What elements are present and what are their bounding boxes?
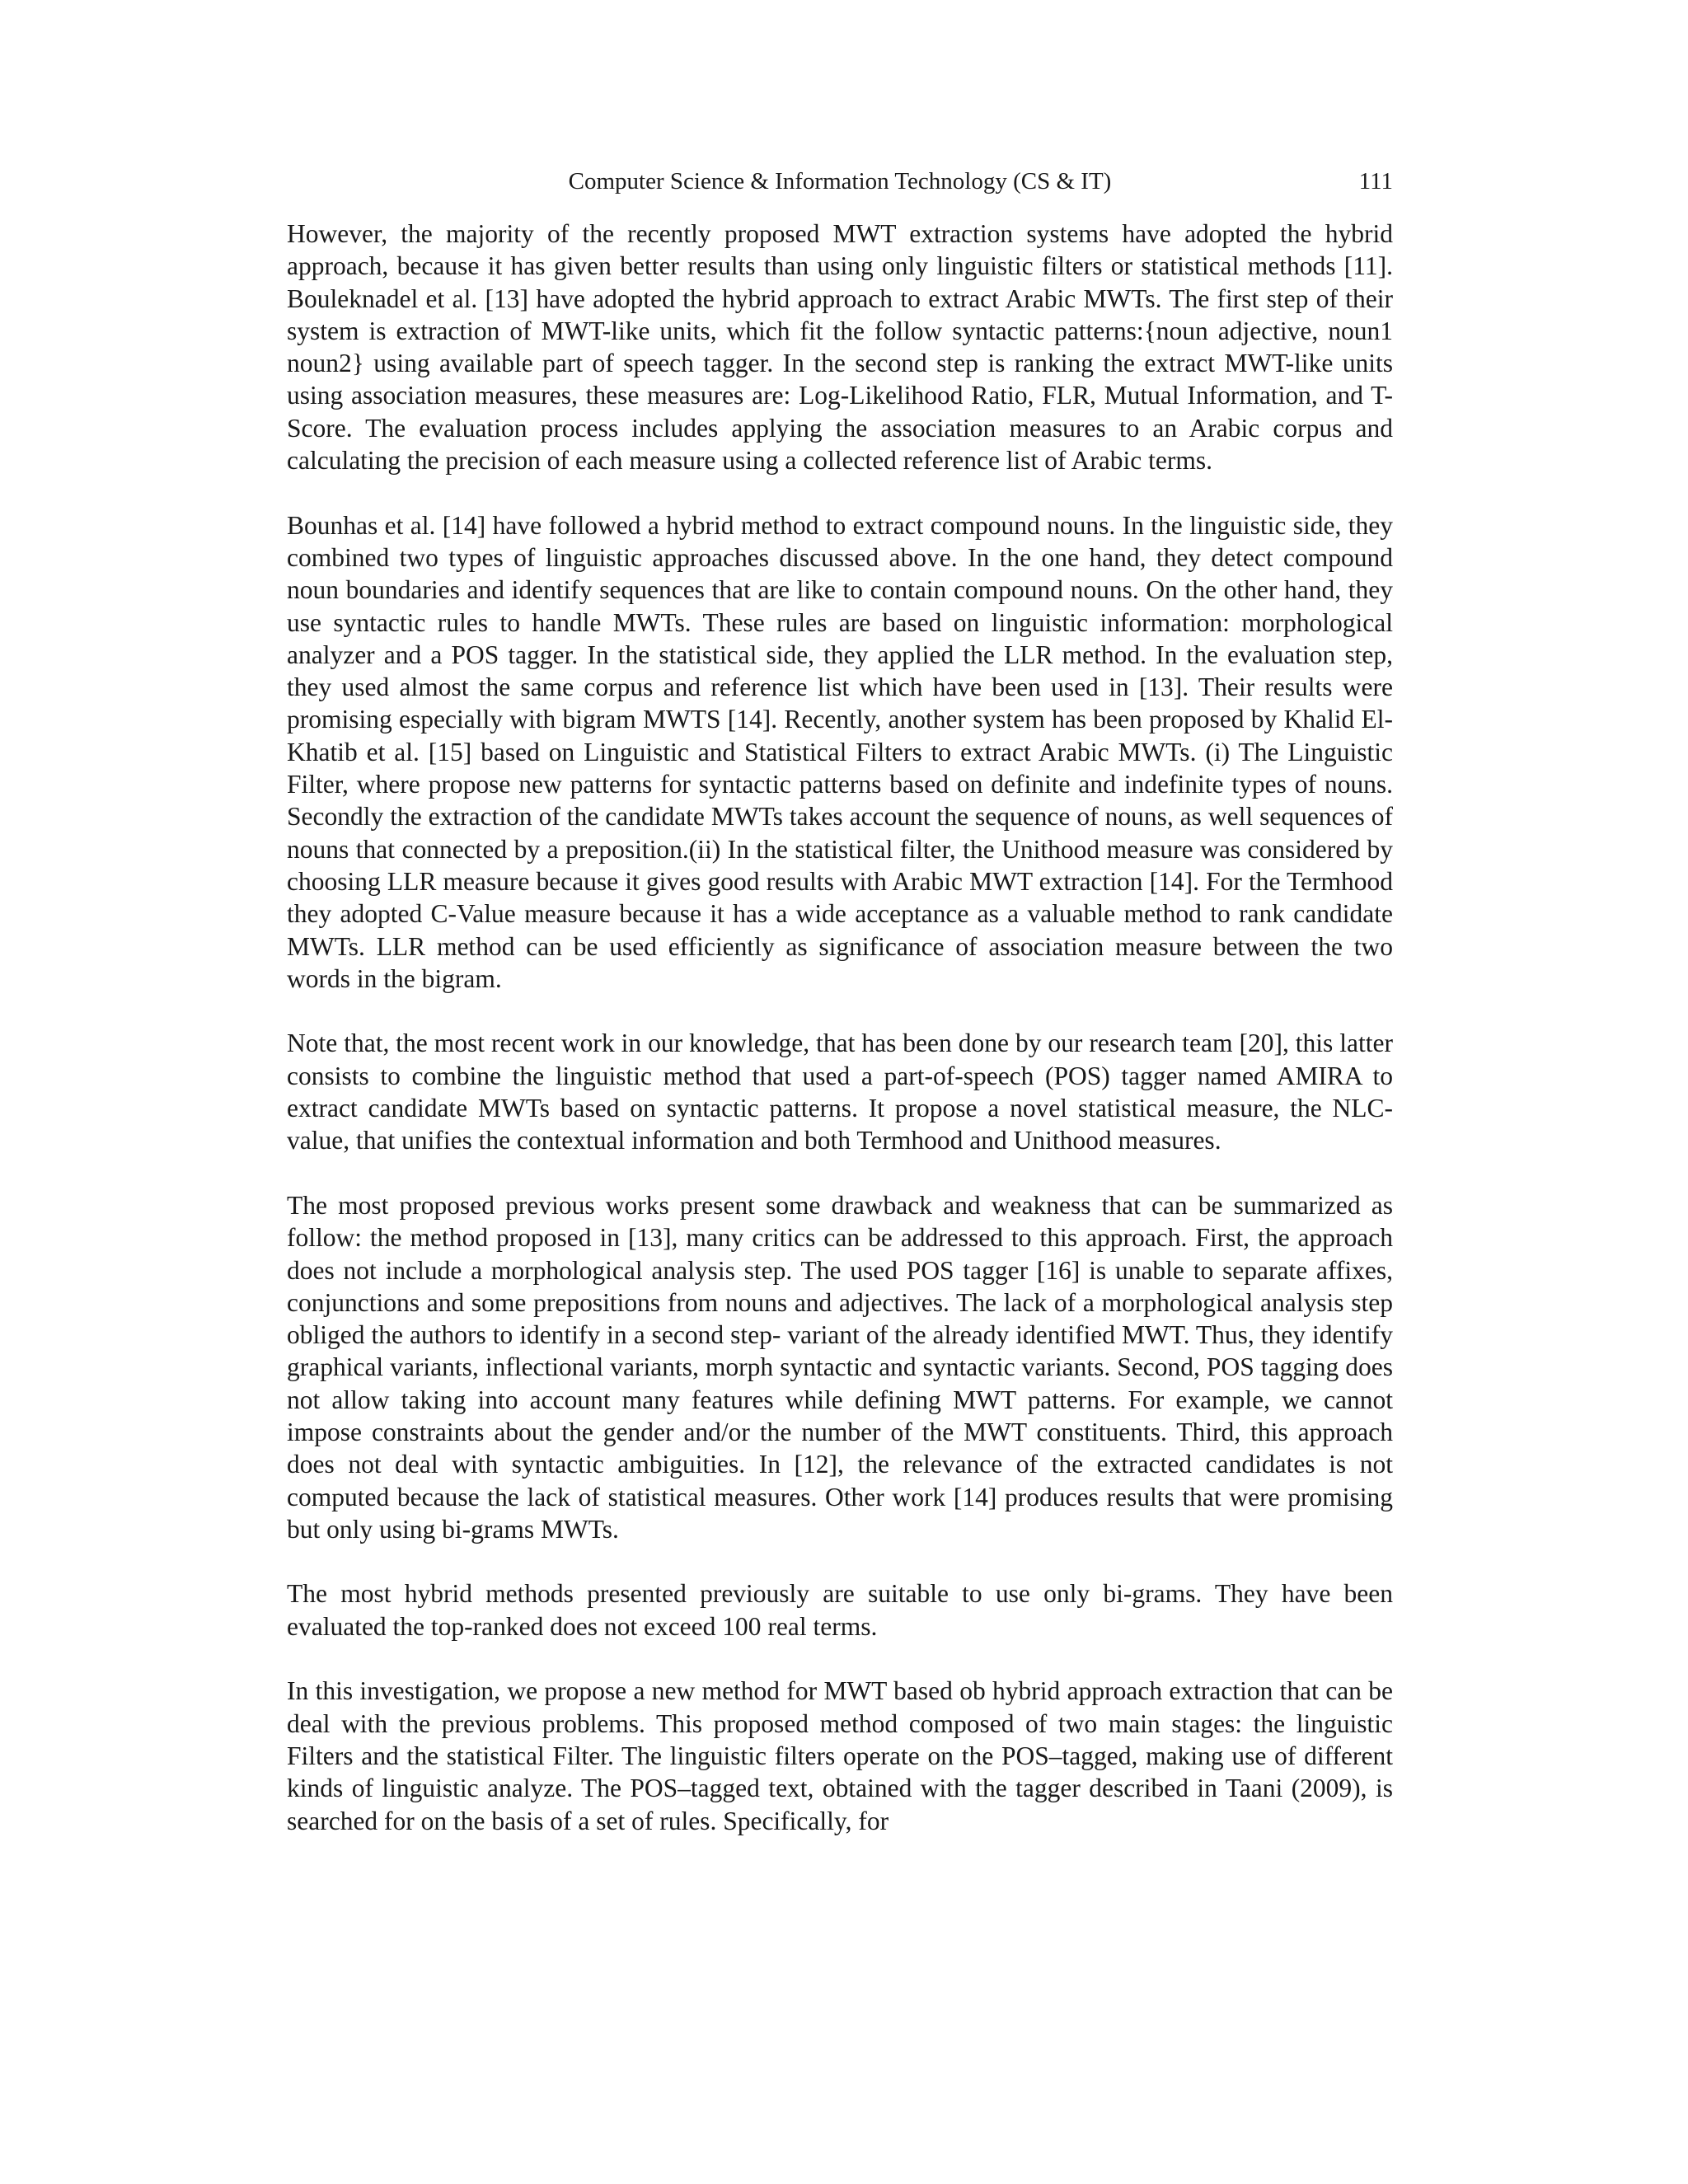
paragraph-bounhas: Bounhas et al. [14] have followed a hybrid method to extract compound nouns. In the linguistic side, they combined two types of linguistic approaches discussed above. In the one hand, they detect compound noun boundaries and identify sequences that are like to contain compound nouns. On the other hand, they use syntactic rules to handle MWTs. These rules are based on linguistic information: morphological analyzer and a POS tagger. In the statistical side, they applied the LLR method. In the evaluation step, they used almost the same corpus and reference list which have been used in [13]. Their results were promising especially with bigram MWTS [14]. Recently, another system has been proposed by Khalid El-Khatib et al. [15] based on Linguistic and Statistical Filters to extract Arabic MWTs. (i) The Linguistic Filter, where propose new patterns for syntactic patterns based on definite and indefinite types of nouns. Secondly the extraction of the candidate MWTs takes account the sequence of nouns, as well sequences of nouns that connected by a preposition.(ii) In the statistical filter, the Unithood measure was considered by choosing LLR measure because it gives good results with Arabic MWT extraction [14]. For the Termhood they adopted C-Value measure because it has a wide acceptance as a valuable method to rank candidate MWTs. LLR method can be used efficiently as significance of association measure between the two words in the bigram. <box>287 510 1393 993</box>
paragraph-hybrid-approach: However, the majority of the recently proposed MWT extraction systems have adopted the hybrid approach, because it has given better results than using only linguistic filters or statistical methods [11]. Bouleknadel et al. [13] have adopted the hybrid approach to extract Arabic MWTs. The first step of their system is extraction of MWT-like units, which fit the follow syntactic patterns:{noun adjective, noun1 noun2} using available part of speech tagger. In the second step is ranking the extract MWT-like units using association measures, these measures are: Log-Likelihood Ratio, FLR, Mutual Information, and T-Score. The evaluation process includes applying the association measures to an Arabic corpus and calculating the precision of each measure using a collected reference list of Arabic terms. <box>287 219 1393 476</box>
body-text <box>287 218 1393 1869</box>
paragraph-proposed-method: In this investigation, we propose a new method for MWT based ob hybrid approach extraction that can be deal with the previous problems. This proposed method composed of two main stages: the linguistic Filters and the statistical Filter. The linguistic filters operate on the POS–tagged, making use of different kinds of linguistic analyze. The POS–tagged text, obtained with the tagger described in Taani (2009), is searched for on the basis of a set of rules. Specifically, for <box>287 1676 1393 1835</box>
running-header-title: Computer Science & Information Technology (CS & IT) <box>568 168 1112 194</box>
page-number: 111 <box>1358 168 1393 194</box>
paragraph-recent-work: Note that, the most recent work in our knowledge, that has been done by our research team [20], this latter consists to combine the linguistic method that used a part-of-speech (POS) tagger named AMIRA to extract candidate MWTs based on syntactic patterns. It propose a novel statistical measure, the NLC-value, that unifies the contextual information and both Termhood and Unithood measures. <box>287 1029 1393 1155</box>
page-header <box>287 168 1393 209</box>
paragraph-drawbacks: The most proposed previous works present some drawback and weakness that can be summarized as follow: the method proposed in [13], many critics can be addressed to this approach. First, the approach does not include a morphological analysis step. The used POS tagger [16] is unable to separate affixes, conjunctions and some prepositions from nouns and adjectives. The lack of a morphological analysis step obliged the authors to identify in a second step- variant of the already identified MWT. Thus, they identify graphical variants, inflectional variants, morph syntactic and syntactic variants. Second, POS tagging does not allow taking into account many features while defining MWT patterns. For example, we cannot impose constraints about the gender and/or the number of the MWT constituents. Third, this approach does not deal with syntactic ambiguities. In [12], the relevance of the extracted candidates is not computed because the lack of statistical measures. Other work [14] produces results that were promising but only using bi-grams MWTs. <box>287 1190 1393 1544</box>
paragraph-bigrams: The most hybrid methods presented previously are suitable to use only bi-grams. They have been evaluated the top-ranked does not exceed 100 real terms. <box>287 1579 1393 1641</box>
